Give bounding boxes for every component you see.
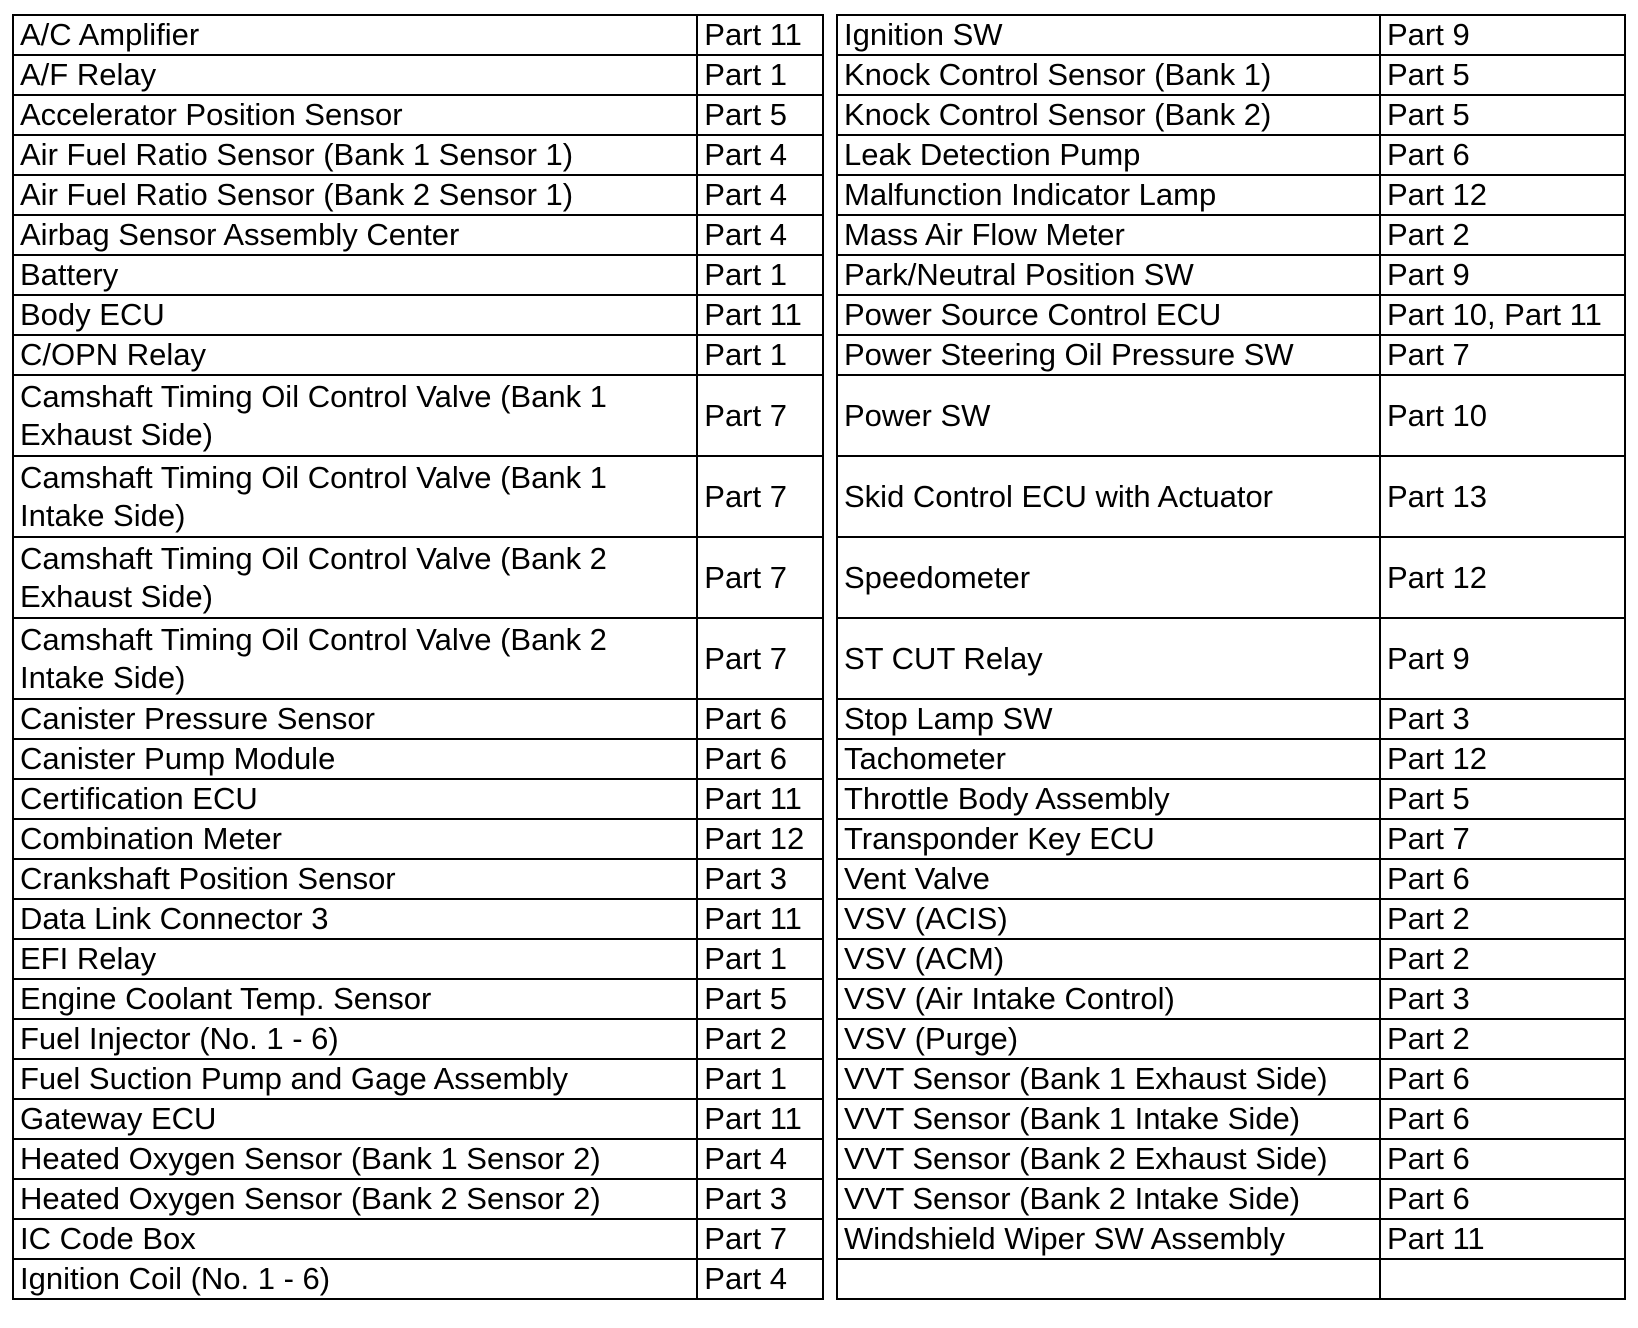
- table-row: [13, 859, 823, 899]
- table-row: [837, 55, 1625, 95]
- table-row: [837, 819, 1625, 859]
- component-name: VSV (Purge): [837, 1019, 1380, 1059]
- component-name: Knock Control Sensor (Bank 2): [837, 95, 1380, 135]
- table-row: [13, 335, 823, 375]
- part-reference: Part 3: [1380, 699, 1625, 739]
- part-reference: Part 6: [1380, 1179, 1625, 1219]
- part-reference: Part 7: [697, 537, 823, 618]
- component-name: Camshaft Timing Oil Control Valve (Bank 1 Exhaust Side): [13, 375, 697, 456]
- table-row: [837, 899, 1625, 939]
- table-row: [13, 1259, 823, 1299]
- table-row: [13, 739, 823, 779]
- part-reference: Part 7: [1380, 819, 1625, 859]
- table-row: [13, 55, 823, 95]
- part-reference: Part 11: [1380, 1219, 1625, 1259]
- table-row: [13, 1059, 823, 1099]
- part-reference: Part 5: [1380, 55, 1625, 95]
- component-name: Leak Detection Pump: [837, 135, 1380, 175]
- part-reference: Part 4: [697, 1139, 823, 1179]
- component-name: Camshaft Timing Oil Control Valve (Bank 2 Intake Side): [13, 618, 697, 699]
- component-name: Crankshaft Position Sensor: [13, 859, 697, 899]
- part-reference: Part 5: [1380, 95, 1625, 135]
- table-row: [837, 939, 1625, 979]
- part-reference: Part 5: [697, 979, 823, 1019]
- component-name: Fuel Injector (No. 1 - 6): [13, 1019, 697, 1059]
- component-name: Ignition Coil (No. 1 - 6): [13, 1259, 697, 1299]
- component-name: Certification ECU: [13, 779, 697, 819]
- component-name: Fuel Suction Pump and Gage Assembly: [13, 1059, 697, 1099]
- part-reference: Part 7: [697, 375, 823, 456]
- part-reference: Part 4: [697, 1259, 823, 1299]
- component-name: VVT Sensor (Bank 2 Intake Side): [837, 1179, 1380, 1219]
- component-name: Canister Pressure Sensor: [13, 699, 697, 739]
- component-name: VVT Sensor (Bank 1 Intake Side): [837, 1099, 1380, 1139]
- table-row: [837, 1219, 1625, 1259]
- component-name: Knock Control Sensor (Bank 1): [837, 55, 1380, 95]
- part-reference: Part 2: [697, 1019, 823, 1059]
- component-name: Heated Oxygen Sensor (Bank 1 Sensor 2): [13, 1139, 697, 1179]
- component-name: Engine Coolant Temp. Sensor: [13, 979, 697, 1019]
- component-name: Mass Air Flow Meter: [837, 215, 1380, 255]
- table-row: [13, 1179, 823, 1219]
- part-reference: Part 12: [1380, 175, 1625, 215]
- component-name: VVT Sensor (Bank 1 Exhaust Side): [837, 1059, 1380, 1099]
- table-row: [13, 699, 823, 739]
- component-name: Air Fuel Ratio Sensor (Bank 2 Sensor 1): [13, 175, 697, 215]
- table-row: [13, 135, 823, 175]
- part-reference: Part 2: [1380, 939, 1625, 979]
- component-name: VSV (ACIS): [837, 899, 1380, 939]
- component-name: Power Steering Oil Pressure SW: [837, 335, 1380, 375]
- part-reference: Part 7: [697, 456, 823, 537]
- component-name: ST CUT Relay: [837, 618, 1380, 699]
- table-row: [13, 215, 823, 255]
- table-row: [837, 618, 1625, 699]
- part-reference: Part 2: [1380, 215, 1625, 255]
- part-reference: Part 11: [697, 15, 823, 55]
- table-row: [13, 618, 823, 699]
- table-row: [13, 255, 823, 295]
- component-name: Gateway ECU: [13, 1099, 697, 1139]
- part-reference: Part 9: [1380, 15, 1625, 55]
- component-index-table-left: [12, 14, 824, 1300]
- part-reference: Part 7: [697, 1219, 823, 1259]
- part-reference: Part 6: [1380, 135, 1625, 175]
- part-reference: Part 4: [697, 135, 823, 175]
- part-reference: Part 1: [697, 1059, 823, 1099]
- part-reference: Part 10: [1380, 375, 1625, 456]
- part-reference: Part 6: [1380, 1059, 1625, 1099]
- table-row: [837, 1259, 1625, 1299]
- table-row: [837, 456, 1625, 537]
- part-reference: Part 3: [697, 859, 823, 899]
- table-row: [837, 699, 1625, 739]
- component-name: Park/Neutral Position SW: [837, 255, 1380, 295]
- table-row: [837, 1059, 1625, 1099]
- component-name: Air Fuel Ratio Sensor (Bank 1 Sensor 1): [13, 135, 697, 175]
- table-row: [837, 135, 1625, 175]
- table-row: [837, 1099, 1625, 1139]
- component-name: Stop Lamp SW: [837, 699, 1380, 739]
- component-name: Heated Oxygen Sensor (Bank 2 Sensor 2): [13, 1179, 697, 1219]
- component-name: [837, 1259, 1380, 1299]
- part-reference: Part 6: [1380, 859, 1625, 899]
- part-reference: Part 12: [1380, 739, 1625, 779]
- component-name: Camshaft Timing Oil Control Valve (Bank 2 Exhaust Side): [13, 537, 697, 618]
- table-row: [13, 456, 823, 537]
- component-name: VSV (Air Intake Control): [837, 979, 1380, 1019]
- component-name: IC Code Box: [13, 1219, 697, 1259]
- table-row: [837, 779, 1625, 819]
- part-reference: Part 1: [697, 55, 823, 95]
- part-reference: Part 9: [1380, 618, 1625, 699]
- table-row: [13, 537, 823, 618]
- component-name: EFI Relay: [13, 939, 697, 979]
- table-row: [13, 779, 823, 819]
- table-row: [13, 295, 823, 335]
- part-reference: Part 6: [1380, 1139, 1625, 1179]
- table-row: [13, 1019, 823, 1059]
- table-row: [13, 1219, 823, 1259]
- table-row: [13, 899, 823, 939]
- component-name: Tachometer: [837, 739, 1380, 779]
- part-reference: Part 11: [697, 779, 823, 819]
- table-row: [837, 295, 1625, 335]
- table-row: [13, 1139, 823, 1179]
- component-name: Throttle Body Assembly: [837, 779, 1380, 819]
- part-reference: Part 3: [697, 1179, 823, 1219]
- table-row: [837, 255, 1625, 295]
- part-reference: Part 3: [1380, 979, 1625, 1019]
- component-name: Combination Meter: [13, 819, 697, 859]
- part-reference: Part 10, Part 11: [1380, 295, 1625, 335]
- component-name: C/OPN Relay: [13, 335, 697, 375]
- table-row: [837, 979, 1625, 1019]
- part-reference: Part 5: [1380, 779, 1625, 819]
- part-reference: Part 4: [697, 175, 823, 215]
- table-row: [837, 375, 1625, 456]
- table-row: [837, 95, 1625, 135]
- component-name: VSV (ACM): [837, 939, 1380, 979]
- part-reference: Part 11: [697, 1099, 823, 1139]
- part-reference: Part 1: [697, 335, 823, 375]
- table-row: [837, 1139, 1625, 1179]
- part-reference: Part 5: [697, 95, 823, 135]
- table-row: [13, 1099, 823, 1139]
- part-reference: Part 13: [1380, 456, 1625, 537]
- part-reference: Part 9: [1380, 255, 1625, 295]
- part-reference: Part 1: [697, 939, 823, 979]
- part-reference: [1380, 1259, 1625, 1299]
- table-row: [13, 819, 823, 859]
- component-index-table-right: [836, 14, 1626, 1300]
- table-row: [837, 175, 1625, 215]
- component-name: Camshaft Timing Oil Control Valve (Bank 1 Intake Side): [13, 456, 697, 537]
- part-reference: Part 7: [1380, 335, 1625, 375]
- component-name: Accelerator Position Sensor: [13, 95, 697, 135]
- table-row: [837, 1019, 1625, 1059]
- component-name: Transponder Key ECU: [837, 819, 1380, 859]
- component-name: Airbag Sensor Assembly Center: [13, 215, 697, 255]
- table-row: [837, 537, 1625, 618]
- table-row: [13, 979, 823, 1019]
- table-row: [13, 939, 823, 979]
- part-reference: Part 6: [697, 699, 823, 739]
- component-name: Body ECU: [13, 295, 697, 335]
- part-reference: Part 4: [697, 215, 823, 255]
- component-name: VVT Sensor (Bank 2 Exhaust Side): [837, 1139, 1380, 1179]
- component-name: Power SW: [837, 375, 1380, 456]
- table-row: [13, 15, 823, 55]
- component-name: Malfunction Indicator Lamp: [837, 175, 1380, 215]
- component-name: Canister Pump Module: [13, 739, 697, 779]
- table-row: [837, 1179, 1625, 1219]
- part-reference: Part 6: [697, 739, 823, 779]
- component-name: Speedometer: [837, 537, 1380, 618]
- table-row: [13, 375, 823, 456]
- component-name: A/C Amplifier: [13, 15, 697, 55]
- table-row: [13, 175, 823, 215]
- table-row: [837, 739, 1625, 779]
- table-row: [837, 215, 1625, 255]
- part-reference: Part 12: [697, 819, 823, 859]
- part-reference: Part 1: [697, 255, 823, 295]
- table-row: [837, 15, 1625, 55]
- part-reference: Part 11: [697, 899, 823, 939]
- component-name: Power Source Control ECU: [837, 295, 1380, 335]
- part-reference: Part 2: [1380, 899, 1625, 939]
- part-reference: Part 11: [697, 295, 823, 335]
- part-reference: Part 6: [1380, 1099, 1625, 1139]
- component-name: Battery: [13, 255, 697, 295]
- part-reference: Part 12: [1380, 537, 1625, 618]
- table-row: [837, 335, 1625, 375]
- component-name: Windshield Wiper SW Assembly: [837, 1219, 1380, 1259]
- part-reference: Part 7: [697, 618, 823, 699]
- component-name: Skid Control ECU with Actuator: [837, 456, 1380, 537]
- table-row: [837, 859, 1625, 899]
- component-name: Vent Valve: [837, 859, 1380, 899]
- component-name: A/F Relay: [13, 55, 697, 95]
- component-name: Data Link Connector 3: [13, 899, 697, 939]
- part-reference: Part 2: [1380, 1019, 1625, 1059]
- component-name: Ignition SW: [837, 15, 1380, 55]
- table-row: [13, 95, 823, 135]
